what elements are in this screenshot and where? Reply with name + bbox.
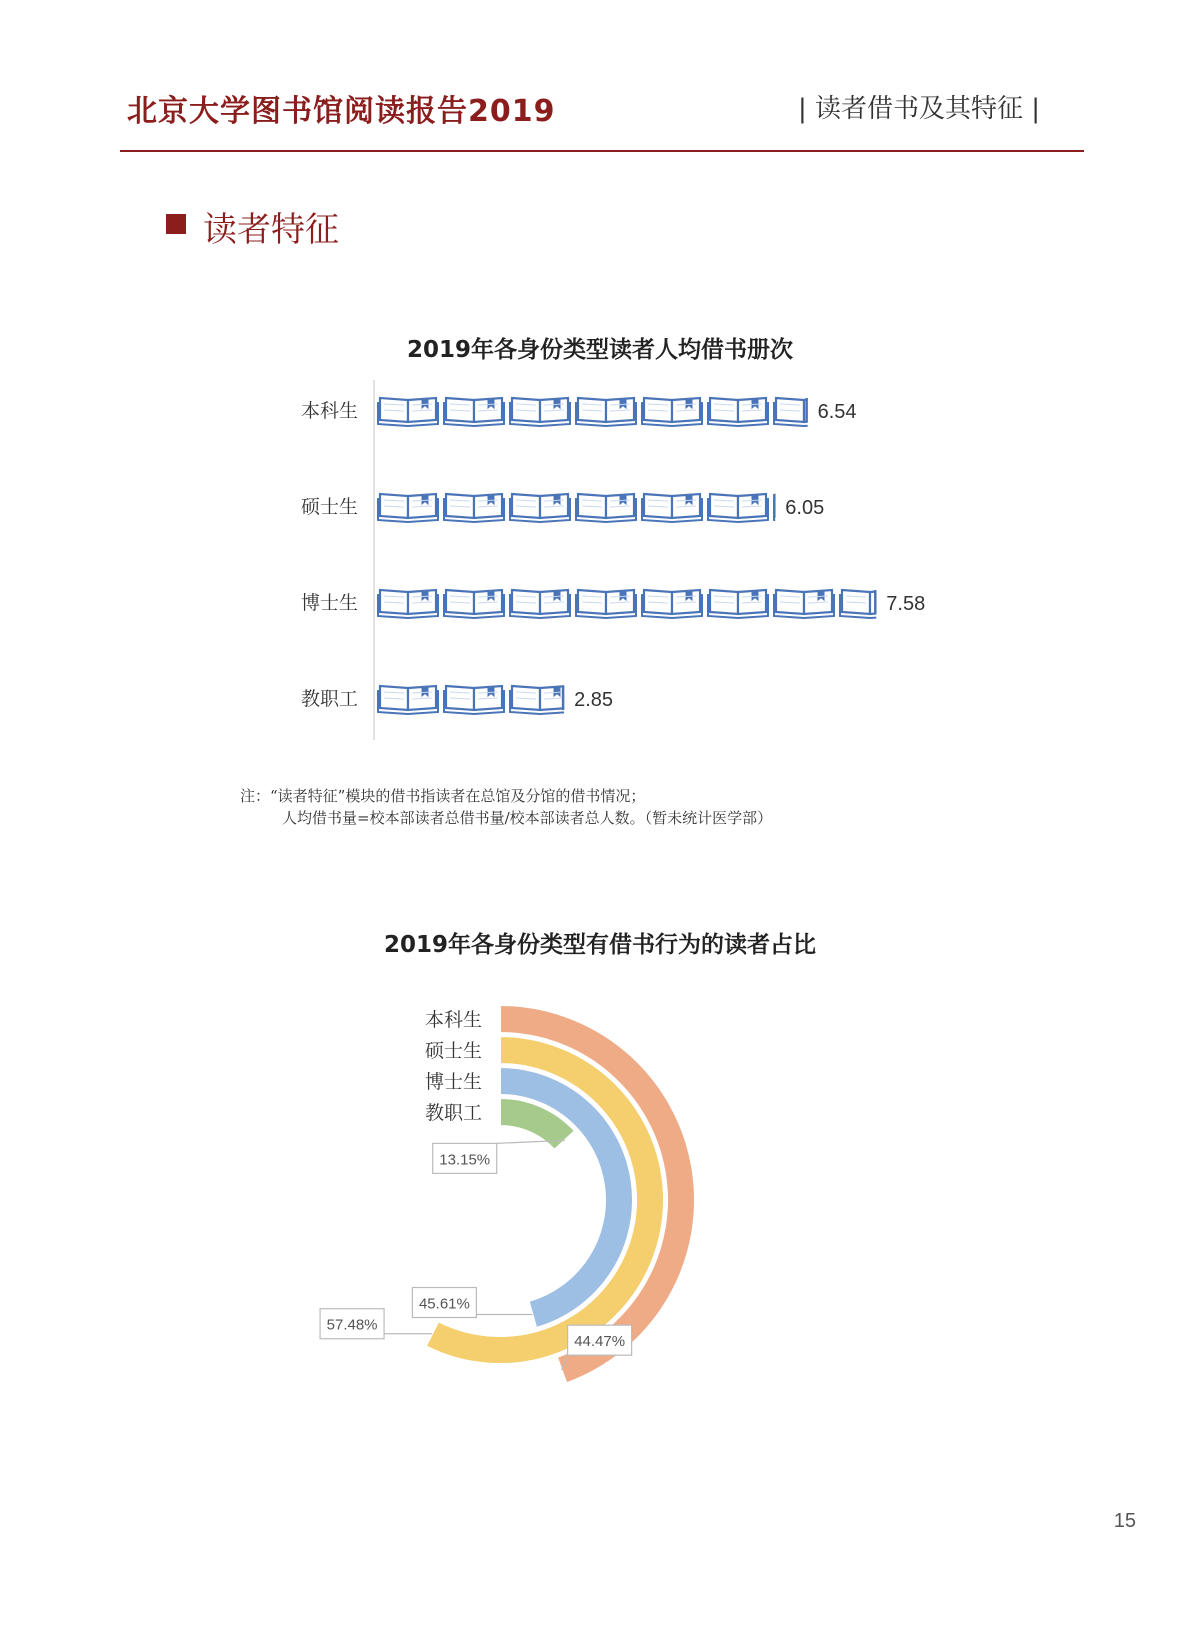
legend-category-label: 博士生 [424, 1071, 482, 1093]
legend-category-label: 硕士生 [424, 1040, 482, 1062]
page-number: 15 [1113, 1510, 1136, 1532]
note-line-2: 人均借书量=校本部读者总借书量/校本部读者总人数。（暂未统计医学部） [282, 809, 773, 827]
chart1-pictogram-bar [290, 380, 940, 760]
section-header-label: | 读者借书及其特征 | [797, 94, 1040, 124]
category-label: 硕士生 [300, 496, 358, 518]
header-rule [120, 150, 1084, 152]
section-marker [166, 214, 186, 234]
legend-category-label: 教职工 [424, 1102, 482, 1124]
percent-label: 57.48% [326, 1316, 378, 1334]
book-icon-bar [378, 686, 570, 714]
report-header-title: 北京大学图书馆阅读报告2019 [127, 94, 556, 129]
chart2-title: 2019年各身份类型有借书行为的读者占比 [383, 932, 816, 958]
value-label: 2.85 [574, 689, 614, 711]
value-label: 6.05 [785, 497, 825, 519]
legend-category-label: 本科生 [424, 1009, 482, 1031]
percent-label: 45.61% [418, 1295, 470, 1313]
chart1-note [240, 785, 772, 829]
chart2-radial-bar [326, 995, 820, 1415]
category-label: 教职工 [300, 688, 358, 710]
percent-label: 13.15% [439, 1151, 491, 1169]
category-label: 本科生 [300, 400, 358, 422]
book-icon-bar [378, 494, 834, 522]
chart1-title: 2019年各身份类型读者人均借书册次 [406, 337, 793, 363]
book-icon-bar [378, 398, 834, 426]
section-title: 读者特征 [203, 210, 339, 250]
book-icon-bar [378, 590, 900, 618]
value-label: 6.54 [817, 401, 857, 423]
value-label: 7.58 [886, 593, 926, 615]
note-line-1: 注：“读者特征”模块的借书指读者在总馆及分馆的借书情况； [240, 787, 646, 805]
category-label: 博士生 [300, 592, 358, 614]
percent-label: 44.47% [574, 1333, 626, 1351]
